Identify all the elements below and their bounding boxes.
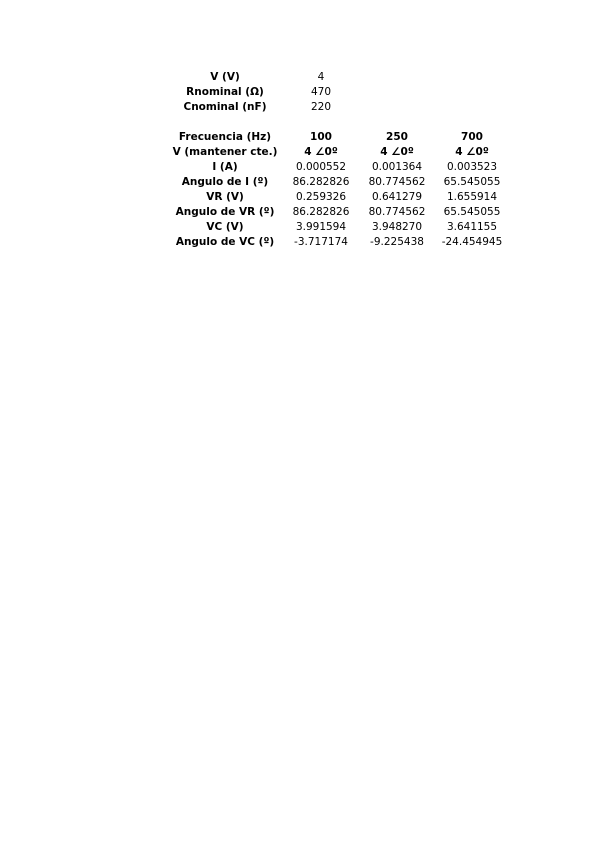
header-cell: 100 — [310, 131, 332, 143]
table-cell: 0.000552 — [295, 161, 347, 173]
table-cell: 0.641279 — [371, 191, 423, 203]
table-cell: 80.774562 — [368, 206, 426, 218]
voltage-cell: 4 ∠0º — [380, 146, 414, 158]
header-cell: 250 — [386, 131, 408, 143]
table-cell: 1.655914 — [446, 191, 498, 203]
table-cell: 86.282826 — [292, 206, 350, 218]
table-cell: 3.991594 — [295, 221, 347, 233]
param-label: Rnominal (Ω) — [186, 86, 264, 98]
table-cell: -3.717174 — [294, 236, 348, 248]
table-cell: 3.948270 — [371, 221, 423, 233]
parameters-table — [165, 70, 357, 115]
table-cell: -9.225438 — [370, 236, 424, 248]
param-label: V (V) — [210, 71, 240, 83]
table-cell: 65.545055 — [443, 206, 501, 218]
row-label: Angulo de I (º) — [181, 176, 269, 188]
table-cell: 0.259326 — [295, 191, 347, 203]
frequency-header-row — [165, 130, 507, 145]
table-cell: 65.545055 — [443, 176, 501, 188]
row-label: V (mantener cte.) — [172, 146, 278, 158]
table-row — [165, 220, 507, 235]
results-table — [165, 130, 507, 250]
table-row — [165, 160, 507, 175]
table-cell: 86.282826 — [292, 176, 350, 188]
row-label: I (A) — [212, 161, 238, 173]
header-cell: 700 — [461, 131, 483, 143]
row-label: VR (V) — [206, 191, 244, 203]
table-cell: 0.003523 — [446, 161, 498, 173]
table-cell: 3.641155 — [446, 221, 498, 233]
table-row — [165, 190, 507, 205]
row-label: Frecuencia (Hz) — [178, 131, 272, 143]
table-cell: -24.454945 — [441, 236, 503, 248]
param-value: 4 — [317, 71, 325, 83]
param-value: 470 — [310, 86, 332, 98]
voltage-cell: 4 ∠0º — [455, 146, 489, 158]
param-value: 220 — [310, 101, 332, 113]
table-row — [165, 205, 507, 220]
param-row — [165, 85, 357, 100]
table-cell: 80.774562 — [368, 176, 426, 188]
voltage-row — [165, 145, 507, 160]
param-row — [165, 70, 357, 85]
param-row — [165, 100, 357, 115]
table-row — [165, 235, 507, 250]
table-row — [165, 175, 507, 190]
voltage-cell: 4 ∠0º — [304, 146, 338, 158]
row-label: VC (V) — [206, 221, 244, 233]
row-label: Angulo de VR (º) — [175, 206, 275, 218]
row-label: Angulo de VC (º) — [175, 236, 275, 248]
table-cell: 0.001364 — [371, 161, 423, 173]
param-label: Cnominal (nF) — [183, 101, 267, 113]
